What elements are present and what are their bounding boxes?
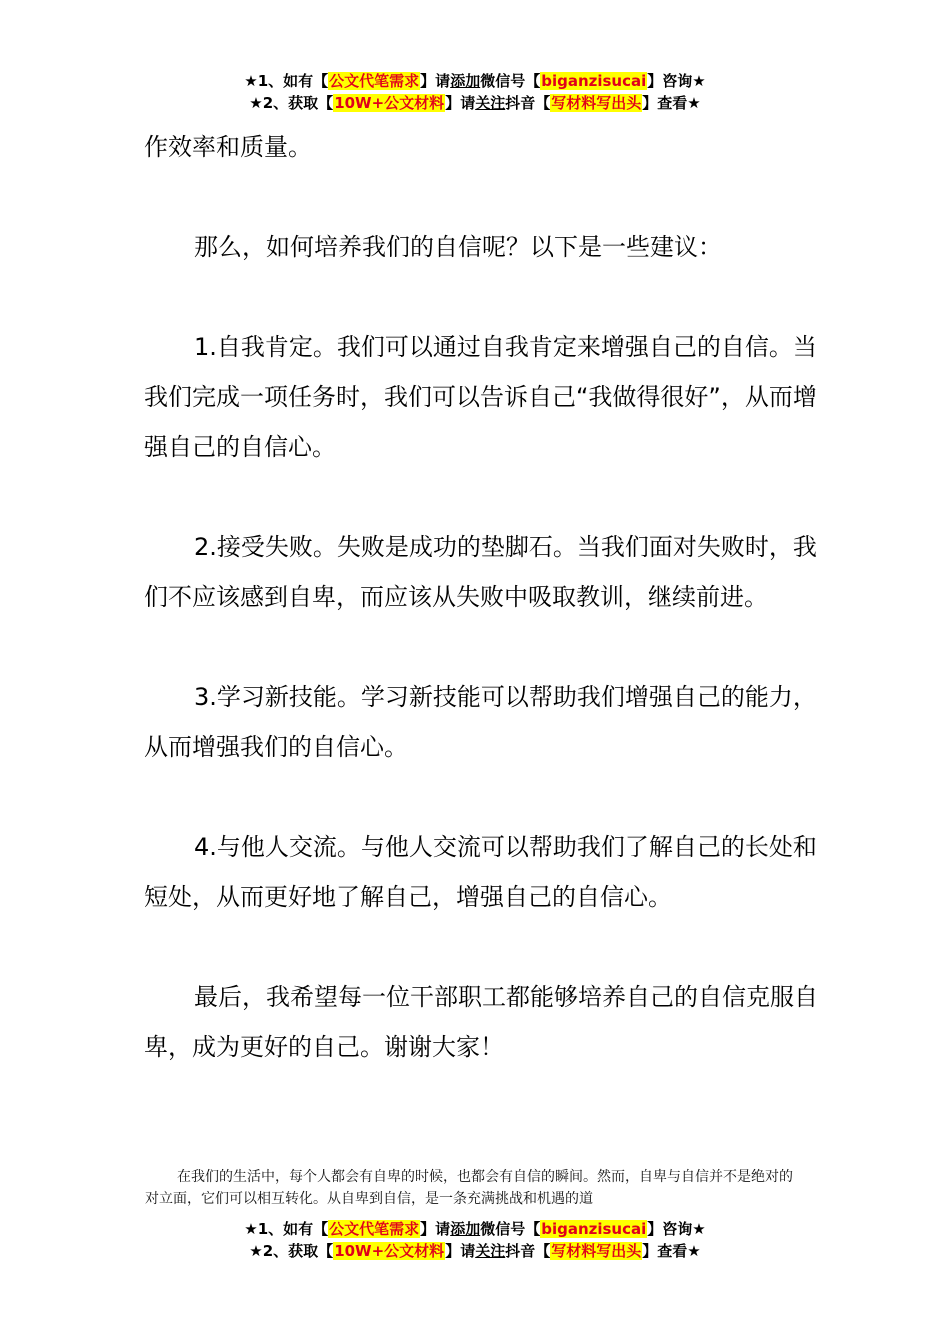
banner-line-1 <box>0 1218 950 1240</box>
banner-text: 】请 <box>420 72 451 90</box>
banner-text: 】查看★ <box>642 94 701 112</box>
banner-emphasis: 关注 <box>475 1242 506 1260</box>
document-body <box>144 122 834 1072</box>
banner-text: ★2、获取【 <box>249 1242 334 1260</box>
banner-emphasis: 添加 <box>450 1220 481 1238</box>
banner-emphasis: 关注 <box>475 94 506 112</box>
banner-highlight: biganzisucai <box>541 72 647 90</box>
paragraph-closing: 最后，我希望每一位干部职工都能够培养自己的自信克服自卑，成为更好的自己。谢谢大家！ <box>144 983 818 1061</box>
banner-text: 】请 <box>445 1242 476 1260</box>
banner-line-2 <box>0 92 950 114</box>
banner-highlight: 10W+公文材料 <box>334 94 445 112</box>
banner-emphasis: 添加 <box>450 72 481 90</box>
banner-highlight: biganzisucai <box>541 1220 647 1238</box>
footer-paragraph: 在我们的生活中，每个人都会有自卑的时候，也都会有自信的瞬间。然而，自卑与自信并不是绝对的对立面，它们可以相互转化。从自卑到自信，是一条充满挑战和机遇的道 <box>145 1169 793 1207</box>
paragraph-continuation: 作效率和质量。 <box>144 133 312 161</box>
banner-text: 微信号【 <box>480 72 541 90</box>
banner-text: 】请 <box>420 1220 451 1238</box>
banner-highlight: 写材料写出头 <box>551 94 642 112</box>
paragraph-suggestion-2: 2.接受失败。失败是成功的垫脚石。当我们面对失败时，我们不应该感到自卑，而应该从失败中吸取教训，继续前进。 <box>144 533 817 611</box>
paragraph-intro: 那么，如何培养我们的自信呢？以下是一些建议： <box>194 233 722 261</box>
banner-highlight: 公文代笔需求 <box>329 1220 420 1238</box>
banner-text: ★1、如有【 <box>244 72 329 90</box>
banner-text: ★1、如有【 <box>244 1220 329 1238</box>
bottom-banner <box>0 1218 950 1262</box>
paragraph-suggestion-3: 3.学习新技能。学习新技能可以帮助我们增强自己的能力，从而增强我们的自信心。 <box>144 683 817 761</box>
banner-line-2 <box>0 1240 950 1262</box>
banner-text: 抖音【 <box>505 1242 551 1260</box>
banner-text: 】请 <box>445 94 476 112</box>
banner-text: 微信号【 <box>480 1220 541 1238</box>
banner-text: 】咨询★ <box>647 72 706 90</box>
top-banner <box>0 70 950 114</box>
banner-highlight: 10W+公文材料 <box>334 1242 445 1260</box>
banner-line-1 <box>0 70 950 92</box>
paragraph-suggestion-1: 1.自我肯定。我们可以通过自我肯定来增强自己的自信。当我们完成一项任务时，我们可以告诉自己“我做得很好”，从而增强自己的自信心。 <box>144 333 817 461</box>
banner-text: 】查看★ <box>642 1242 701 1260</box>
banner-highlight: 公文代笔需求 <box>329 72 420 90</box>
paragraph-suggestion-4: 4.与他人交流。与他人交流可以帮助我们了解自己的长处和短处，从而更好地了解自己，增强自己的自信心。 <box>144 833 817 911</box>
banner-highlight: 写材料写出头 <box>551 1242 642 1260</box>
banner-text: 抖音【 <box>505 94 551 112</box>
banner-text: ★2、获取【 <box>249 94 334 112</box>
banner-text: 】咨询★ <box>647 1220 706 1238</box>
